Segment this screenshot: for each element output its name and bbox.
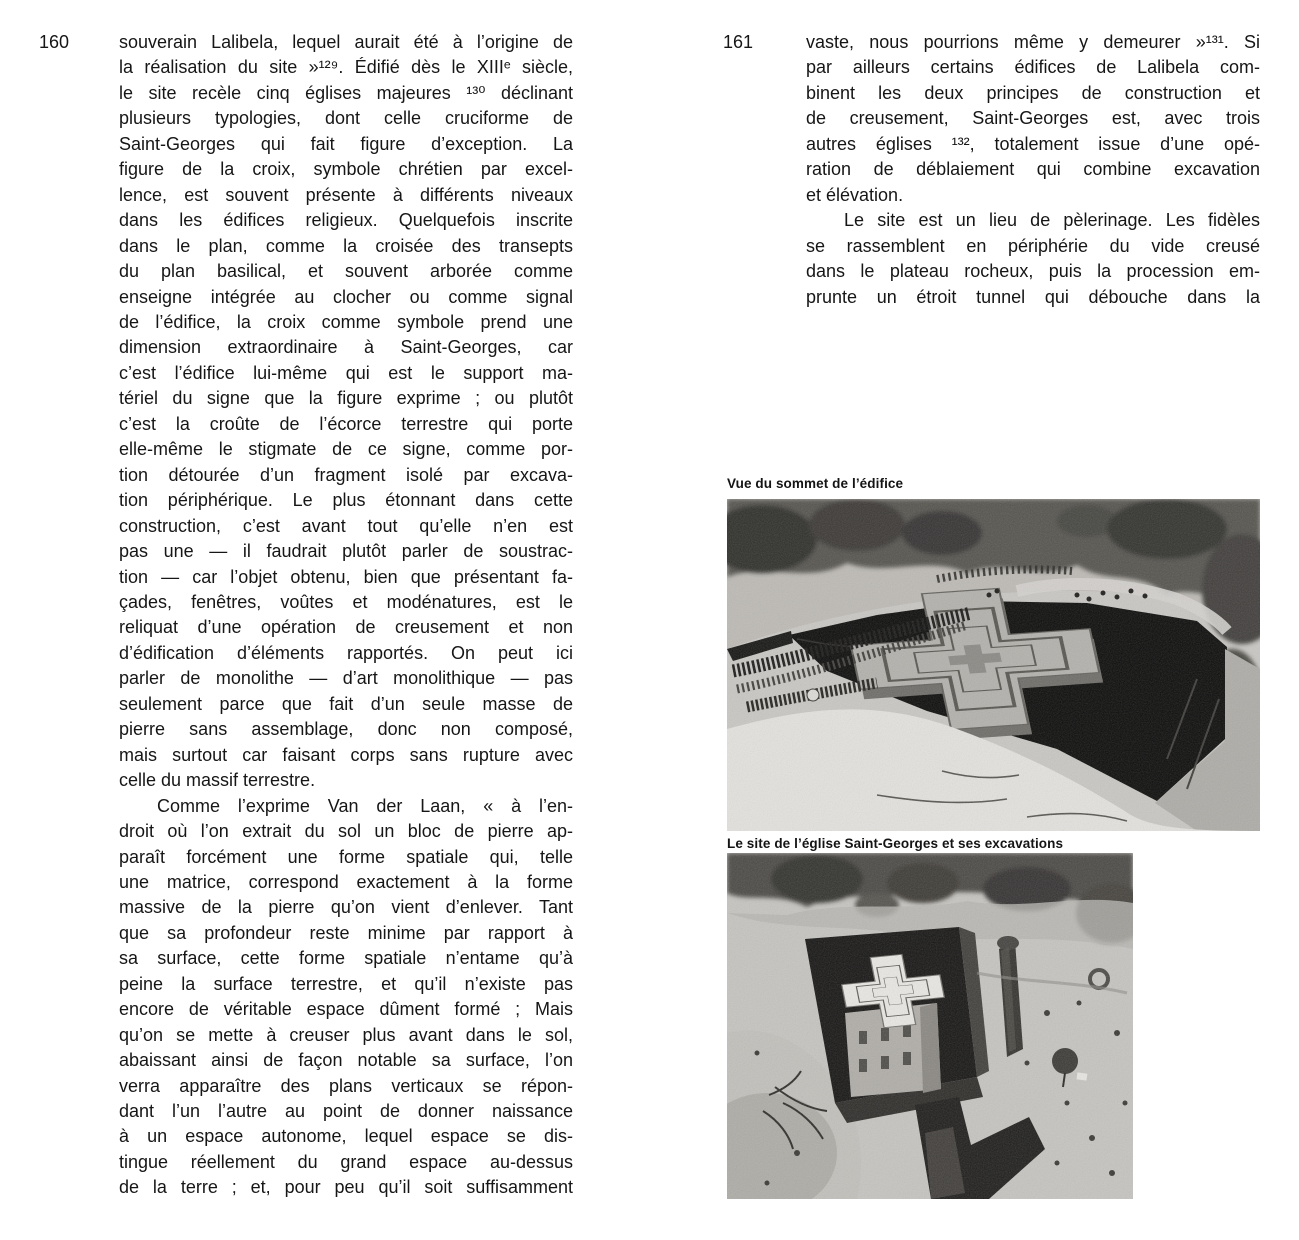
text-line: que sa profondeur reste minime par rapport à — [119, 922, 573, 943]
text-line: tériel du signe que la figure exprime ; ou plutôt — [119, 388, 573, 409]
text-line: autres églises ¹³², totalement issue d’une opé- — [806, 133, 1260, 154]
text-line: peine la surface terrestre, et qu’il n’existe pas — [119, 973, 573, 994]
text-line: de creusement, Saint-Georges est, avec trois — [806, 108, 1260, 129]
text-line: çades, fenêtres, voûtes et modénatures, est le — [119, 591, 573, 612]
text-line: et élévation. — [806, 184, 904, 205]
text-line: plusieurs typologies, dont celle cruciforme de — [119, 108, 573, 129]
text-line: du plan basilical, et souvent arborée comme — [119, 261, 573, 282]
text-line: pas une — il faudrait plutôt parler de soustrac- — [119, 541, 573, 562]
text-line: d’édification d’éléments rapportés. On peut ici — [119, 642, 573, 663]
text-line: dans les édifices religieux. Quelquefois inscrite — [119, 210, 573, 231]
text-line: tion — car l’objet obtenu, bien que présentant fa- — [119, 566, 573, 587]
text-line: elle-même le stigmate de ce signe, comme por- — [119, 439, 573, 460]
text-line: sa surface, cette forme spatiale n’entame qu’à — [119, 948, 573, 969]
text-line: la réalisation du site »¹²⁹. Édifié dès le XIIIᵉ siècle, — [119, 57, 573, 78]
text-line: pierre sans assemblage, donc non composé, — [119, 719, 573, 740]
figure-caption-bottom: Le site de l’église Saint-Georges et ses excavations — [727, 836, 1064, 851]
text-line: une matrice, correspond exactement à la forme — [119, 871, 573, 892]
figure-caption-top: Vue du sommet de l’édifice — [727, 476, 904, 491]
text-line: par ailleurs certains édifices de Lalibela com- — [806, 57, 1260, 78]
text-line: tion périphérique. Le plus étonnant dans cette — [119, 490, 573, 511]
text-line: construction, c’est avant tout qu’elle n’en est — [119, 515, 573, 536]
text-line: prunte un étroit tunnel qui débouche dans la — [806, 286, 1260, 307]
page-number-right: 161 — [723, 32, 754, 52]
left-text-column — [119, 30, 573, 1201]
text-line: c’est la croûte de l’écorce terrestre qui porte — [119, 413, 573, 434]
text-line: massive de la pierre qu’on vient d’enlever. Tant — [119, 897, 573, 918]
text-line: à un espace autonome, lequel espace se dis- — [119, 1126, 573, 1147]
text-line: souverain Lalibela, lequel aurait été à l’origine de — [119, 32, 573, 52]
page-number-left: 160 — [39, 32, 70, 52]
text-line: paraît forcément une forme spatiale qui, telle — [119, 846, 573, 867]
text-line: figure de la croix, symbole chrétien par excel- — [119, 159, 573, 180]
right-text-column — [806, 30, 1260, 310]
text-line: c’est l’édifice lui-même qui est le support ma- — [119, 362, 573, 383]
text-line: lence, est souvent présente à différents niveaux — [119, 184, 573, 205]
text-line: parler de monolithe — d’art monolithique — pas — [119, 668, 573, 689]
text-line: le site recèle cinq églises majeures ¹³⁰ déclinant — [119, 82, 573, 103]
text-line: verra apparaître des plans verticaux se répon- — [119, 1075, 573, 1096]
photo-site-excavations — [727, 853, 1133, 1199]
text-line: de la terre ; et, pour peu qu’il soit suffisamment — [119, 1177, 573, 1198]
text-line: binent les deux principes de construction et — [806, 82, 1260, 103]
text-line: tingue réellement du grand espace au-dessus — [119, 1151, 573, 1172]
text-line: Le site est un lieu de pèlerinage. Les fidèles — [844, 210, 1260, 231]
text-line: ration de déblaiement qui combine excavation — [806, 159, 1260, 180]
text-line: Comme l’exprime Van der Laan, « à l’en- — [157, 795, 573, 816]
text-line: qu’on se mette à creuser plus avant dans le sol, — [119, 1024, 573, 1045]
text-line: mais surtout car faisant corps sans rupture avec — [119, 744, 573, 765]
text-line: droit où l’on extrait du sol un bloc de pierre ap- — [119, 821, 573, 842]
text-line: vaste, nous pourrions même y demeurer »¹³¹. Si — [806, 32, 1260, 52]
photo-aerial-cross-roof — [727, 499, 1260, 831]
text-line: Saint-Georges qui fait figure d’exception. La — [119, 133, 573, 154]
text-line: dant l’un l’autre au point de donner naissance — [119, 1101, 573, 1122]
text-line: tion détourée d’un fragment isolé par excava- — [119, 464, 573, 485]
text-line: dimension extraordinaire à Saint-Georges, car — [119, 337, 573, 358]
text-line: celle du massif terrestre. — [119, 770, 316, 791]
text-line: dans le plateau rocheux, puis la procession em- — [806, 261, 1260, 282]
text-line: reliquat d’une opération de creusement et non — [119, 617, 573, 638]
text-line: enseigne intégrée au clocher ou comme signal — [119, 286, 573, 307]
text-line: dans le plan, comme la croisée des transepts — [119, 235, 573, 256]
text-line: seulement parce que fait d’un seule masse de — [119, 693, 573, 714]
text-line: encore de véritable espace dûment formé ; Mais — [119, 999, 573, 1020]
text-line: de l’édifice, la croix comme symbole prend une — [119, 311, 573, 332]
text-line: abaissant ainsi de façon notable sa surface, l’on — [119, 1050, 573, 1071]
text-line: se rassemblent en périphérie du vide creusé — [806, 235, 1260, 256]
